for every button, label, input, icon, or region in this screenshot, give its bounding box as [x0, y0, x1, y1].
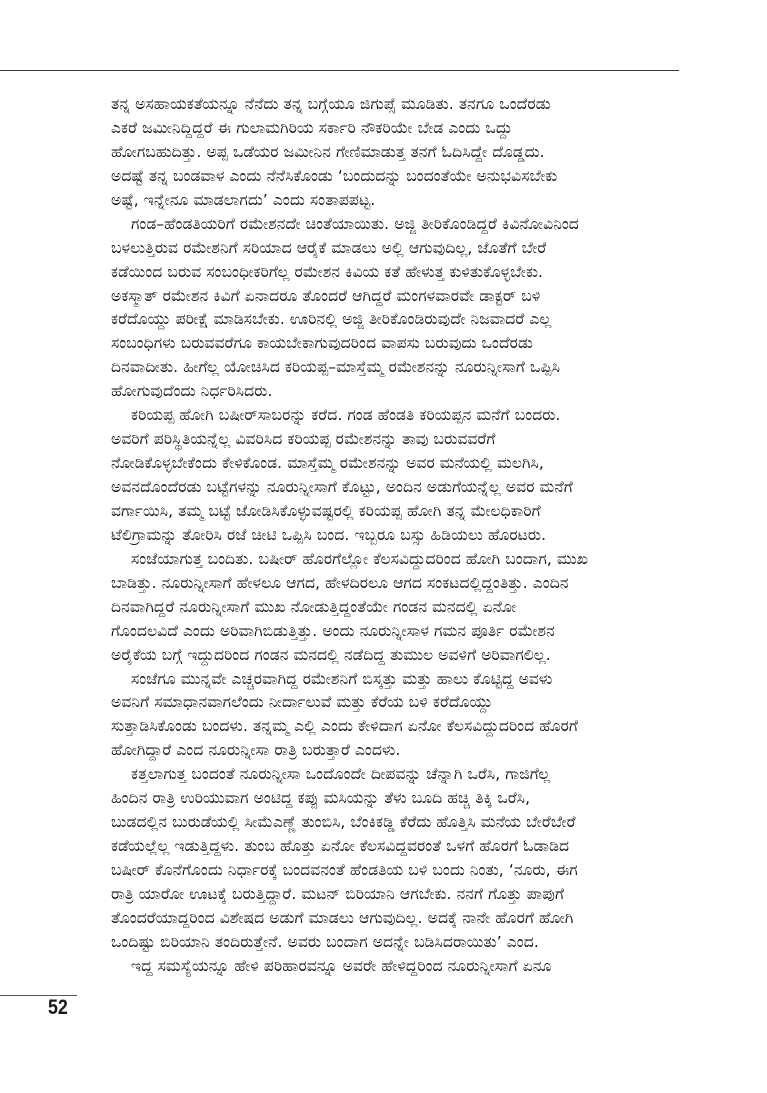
text-line: ಎಕರೆ ಜಮೀನಿದ್ದಿದ್ದರೆ ಈ ಗುಲಾಮಗಿರಿಯ ಸರ್ಕಾರಿ ನೌಕರಿಯೇ ಬೇಡ ಎಂದು ಒದ್ದು	[111, 118, 513, 137]
text-line: ಸಂಬಂಧಿಗಳು ಬರುವವರೆಗೂ ಕಾಯಬೇಕಾಗುವುದರಿಂದ ವಾಪಸು ಬರುವುದು ಒಂದೆರಡು	[111, 334, 533, 353]
text-line: ಅಷ್ಟೆ, ಇನ್ನೇನೂ ಮಾಡಲಾಗದು’ ಎಂದು ಸಂತಾಪಪಟ್ಟ.	[111, 190, 376, 209]
text-line: ಹೋಗಬಹುದಿತ್ತು. ಅಪ್ಪ ಒಡೆಯರ ಜಮೀನಿನ ಗೇಣಿಮಾಡುತ್ತ ತನಗೆ ಓದಿಸಿದ್ದೇ ದೊಡ್ಡದು.	[111, 142, 545, 161]
text-line: ಗೊಂದಲವಿದೆ ಎಂದು ಅರಿವಾಗಿಬಿಡುತ್ತಿತ್ತು. ಅಂದು ನೂರುನ್ನೀಸಾಳ ಗಮನ ಪೂರ್ತಿ ರಮೇಶನ	[111, 621, 555, 640]
text-line: ಕಡೆಯಿಂದ ಬರುವ ಸಂಬಂಧೀಕರಿಗೆಲ್ಲ ರಮೇಶನ ಕಿವಿಯ ಕತೆ ಹೇಳುತ್ತ ಕುಳಿತುಕೊಳ್ಳಬೇಕು.	[111, 262, 544, 281]
text-line: ಹೋಗುವುದೆಂದು ನಿರ್ಧರಿಸಿದರು.	[111, 382, 273, 401]
paragraph-first-line: ಸಂಜೆಯಾಗುತ್ತ ಬಂದಿತು. ಬಷೀರ್ ಹೊರಗೆಲ್ಲೋ ಕೆಲಸವಿದ್ದುದರಿಂದ ಹೋಗಿ ಬಂದಾಗ, ಮುಖ	[131, 549, 589, 568]
text-line: ಸುತ್ತಾಡಿಸಿಕೊಂಡು ಬಂದಳು. ತನ್ನಮ್ಮ ಎಲ್ಲಿ ಎಂದು ಕೇಳಿದಾಗ ಏನೋ ಕೆಲಸವಿದ್ದುದರಿಂದ ಹೊರಗೆ	[111, 717, 578, 736]
text-line: ಬಾಡಿತ್ತು. ನೂರುನ್ನೀಸಾಗೆ ಹೇಳಲೂ ಆಗದ, ಹೇಳದಿರಲೂ ಆಗದ ಸಂಕಟದಲ್ಲಿದ್ದಂತಿತ್ತು. ಎಂದಿನ	[111, 573, 569, 592]
paragraph-first-line: ಗಂಡ–ಹೆಂಡತಿಯರಿಗೆ ರಮೇಶನದೇ ಚಿಂತೆಯಾಯಿತು. ಅಜ್ಜಿ ತೀರಿಕೊಂಡಿದ್ದರೆ ಕಿವಿನೋವಿನಿಂದ	[131, 214, 579, 233]
body-text	[111, 93, 664, 979]
text-line: ಕಡೆಯಲ್ಲೆಲ್ಲ ಇಡುತ್ತಿದ್ದಳು. ತುಂಬ ಹೊತ್ತು ಏನೋ ಕೆಲಸವಿದ್ದವರಂತೆ ಒಳಗೆ ಹೊರಗೆ ಓಡಾಡಿದ	[111, 837, 570, 856]
text-line: ಹೋಗಿದ್ದಾರೆ ಎಂದ ನೂರುನ್ನೀಸಾ ರಾತ್ರಿ ಬರುತ್ತಾರೆ ಎಂದಳು.	[111, 741, 401, 760]
text-line: ನೋಡಿಕೊಳ್ಳಬೇಕೆಂದು ಕೇಳಿಕೊಂಡ. ಮಾಸ್ತೆಮ್ಮ ರಮೇಶನನ್ನು ಅವರ ಮನೆಯಲ್ಲಿ ಮಲಗಿಸಿ,	[111, 454, 544, 473]
text-line: ಅರೈಕೆಯ ಬಗ್ಗೆ ಇದ್ದುದರಿಂದ ಗಂಡನ ಮನದಲ್ಲಿ ನಡೆದಿದ್ದ ತುಮುಲ ಅವಳಿಗೆ ಅರಿವಾಗಲಿಲ್ಲ.	[111, 645, 551, 664]
text-line: ಒಂದಿಷ್ಟು ಬಿರಿಯಾನಿ ತಂದಿರುತ್ತೇನೆ. ಅವರು ಬಂದಾಗ ಅದನ್ನೇ ಬಡಿಸಿದರಾಯಿತು’ ಎಂದ.	[111, 932, 539, 951]
text-line: ಕರೆದೊಯ್ದು ಪರೀಕ್ಷೆ ಮಾಡಿಸಬೇಕು. ಊರಿನಲ್ಲಿ ಅಜ್ಜಿ ತೀರಿಕೊಂಡಿರುವುದೇ ನಿಜವಾದರೆ ಎಲ್ಲ	[111, 310, 552, 329]
text-line: ಟೆಲಿಗ್ರಾಮನ್ನು ತೋರಿಸಿ ರಜೆ ಚೀಟಿ ಒಪ್ಪಿಸಿ ಬಂದ. ಇಬ್ಬರೂ ಬಸ್ಸು ಹಿಡಿಯಲು ಹೊರಟರು.	[111, 525, 547, 544]
paragraph-first-line: ಇದ್ದ ಸಮಸ್ಯೆಯನ್ನೂ ಹೇಳಿ ಪರಿಹಾರವನ್ನೂ ಅವರೇ ಹೇಳಿದ್ದರಿಂದ ನೂರುನ್ನೀಸಾಗೆ ಏನೂ	[131, 956, 552, 975]
text-line: ಅವನಿಗೆ ಸಮಾಧಾನವಾಗಲೆಂದು ನೀರ್ದಾಲುವೆ ಮತ್ತು ಕೆರೆಯ ಬಳಿ ಕರೆದೊಯ್ದು	[111, 693, 493, 712]
text-line: ದಿನವಾಗಿದ್ದರೆ ನೂರುನ್ನೀಸಾಗೆ ಮುಖ ನೋಡುತ್ತಿದ್ದಂತೆಯೇ ಗಂಡನ ಮನದಲ್ಲಿ ಏನೋ	[111, 597, 517, 616]
paragraph-first-line: ಸಂಜೆಗೂ ಮುನ್ನವೇ ಎಚ್ಚರವಾಗಿದ್ದ ರಮೇಶನಿಗೆ ಬಿಸ್ಕತ್ತು ಮತ್ತು ಹಾಲು ಕೊಟ್ಟಿದ್ದ ಅವಳು	[131, 669, 553, 688]
paragraph-first-line: ಕತ್ತಲಾಗುತ್ತ ಬಂದಂತೆ ನೂರುನ್ನೀಸಾ ಒಂದೊಂದೇ ದೀಪವನ್ನು ಚೆನ್ನಾಗಿ ಒರೆಸಿ, ಗಾಜಿಗೆಲ್ಲ	[131, 765, 551, 784]
text-line: ತನ್ನ ಅಸಹಾಯಕತೆಯನ್ನೂ ನೆನೆದು ತನ್ನ ಬಗ್ಗೆಯೂ ಜಿಗುಪ್ಸೆ ಮೂಡಿತು. ತನಗೂ ಒಂದೆರಡು	[111, 95, 551, 113]
page-number: 52	[48, 996, 68, 1019]
header-rule	[0, 70, 679, 71]
text-line: ರಾತ್ರಿ ಯಾರೋ ಊಟಕ್ಕೆ ಬರುತ್ತಿದ್ದಾರೆ. ಮಟನ್ ಬಿರಿಯಾನಿ ಆಗಬೇಕು. ನನಗೆ ಗೊತ್ತು ಪಾಪುಗೆ	[111, 884, 565, 903]
text-line: ಅಕಸ್ಮಾತ್ ರಮೇಶನ ಕಿವಿಗೆ ಏನಾದರೂ ತೊಂದರೆ ಆಗಿದ್ದರೆ ಮಂಗಳವಾರವೇ ಡಾಕ್ಟರ್ ಬಳಿ	[111, 286, 541, 305]
text-line: ಅವರಿಗೆ ಪರಿಸ್ಥಿತಿಯನ್ನೆಲ್ಲ ವಿವರಿಸಿದ ಕರಿಯಪ್ಪ ರಮೇಶನನ್ನು ತಾವು ಬರುವವರೆಗೆ	[111, 430, 496, 449]
text-line: ತೊಂದರೆಯಾದ್ದರಿಂದ ವಿಶೇಷದ ಅಡುಗೆ ಮಾಡಲು ಆಗುವುದಿಲ್ಲ. ಅದಕ್ಕೆ ನಾನೇ ಹೊರಗೆ ಹೋಗಿ	[111, 908, 574, 927]
text-line: ಬಳಲುತ್ತಿರುವ ರಮೇಶನಿಗೆ ಸರಿಯಾದ ಆರೈಕೆ ಮಾಡಲು ಅಲ್ಲಿ ಆಗುವುದಿಲ್ಲ, ಜೊತೆಗೆ ಬೇರೆ	[111, 238, 547, 257]
text-line: ದಿನವಾದೀತು. ಹೀಗೆಲ್ಲ ಯೋಚಿಸಿದ ಕರಿಯಪ್ಪ–ಮಾಸ್ತೆಮ್ಮ ರಮೇಶನನ್ನು ನೂರುನ್ನೀಸಾಗೆ ಒಪ್ಪಿಸಿ	[111, 358, 561, 377]
text-line: ಹಿಂದಿನ ರಾತ್ರಿ ಉರಿಯುವಾಗ ಅಂಟಿದ್ದ ಕಪ್ಪು ಮಸಿಯನ್ನು ತೆಳು ಬೂದಿ ಹಚ್ಚಿ ತಿಕ್ಕಿ ಒರೆಸಿ,	[111, 789, 531, 808]
text-line: ಅವನದೊಂದೆರಡು ಬಟ್ಟೆಗಳನ್ನು ನೂರುನ್ನೀಸಾಗೆ ಕೊಟ್ಟು, ಅಂದಿನ ಅಡುಗೆಯನ್ನೆಲ್ಲ ಅವರ ಮನೆಗೆ	[111, 478, 573, 496]
text-line: ಅದಷ್ಟೆ ತನ್ನ ಬಂಡವಾಳ ಎಂದು ನೆನೆಸಿಕೊಂಡು ‘ಬಂದುದನ್ನು ಬಂದಂತೆಯೇ ಅನುಭವಿಸಬೇಕು	[111, 166, 558, 185]
text-line: ಬಷೀರ್ ಕೊನೆಗೊಂದು ನಿರ್ಧಾರಕ್ಕೆ ಬಂದವನಂತೆ ಹೆಂಡತಿಯ ಬಳಿ ಬಂದು ನಿಂತು, ‘ನೂರು, ಈಗ	[111, 861, 578, 879]
text-line: ವರ್ಗಾಯಿಸಿ, ತಮ್ಮ ಬಟ್ಟೆ ಜೋಡಿಸಿಕೊಳ್ಳುವಷ್ಟರಲ್ಲಿ ಕರಿಯಪ್ಪ ಹೋಗಿ ತನ್ನ ಮೇಲಧಿಕಾರಿಗೆ	[111, 501, 541, 520]
text-line: ಬುಡದಲ್ಲಿನ ಬುರುಡೆಯಲ್ಲಿ ಸೀಮೆಎಣ್ಣೆ ತುಂಬಿಸಿ, ಬೆಂಕಿಕಡ್ಡಿ ಕೆರೆದು ಹೊತ್ತಿಸಿ ಮನೆಯ ಬೇರೆಬೇರೆ	[111, 813, 576, 832]
paragraph-first-line: ಕರಿಯಪ್ಪ ಹೋಗಿ ಬಷೀರ್‌ಸಾಬರನ್ನು ಕರೆದ. ಗಂಡ ಹೆಂಡತಿ ಕರಿಯಪ್ಪನ ಮನೆಗೆ ಬಂದರು.	[131, 406, 561, 425]
